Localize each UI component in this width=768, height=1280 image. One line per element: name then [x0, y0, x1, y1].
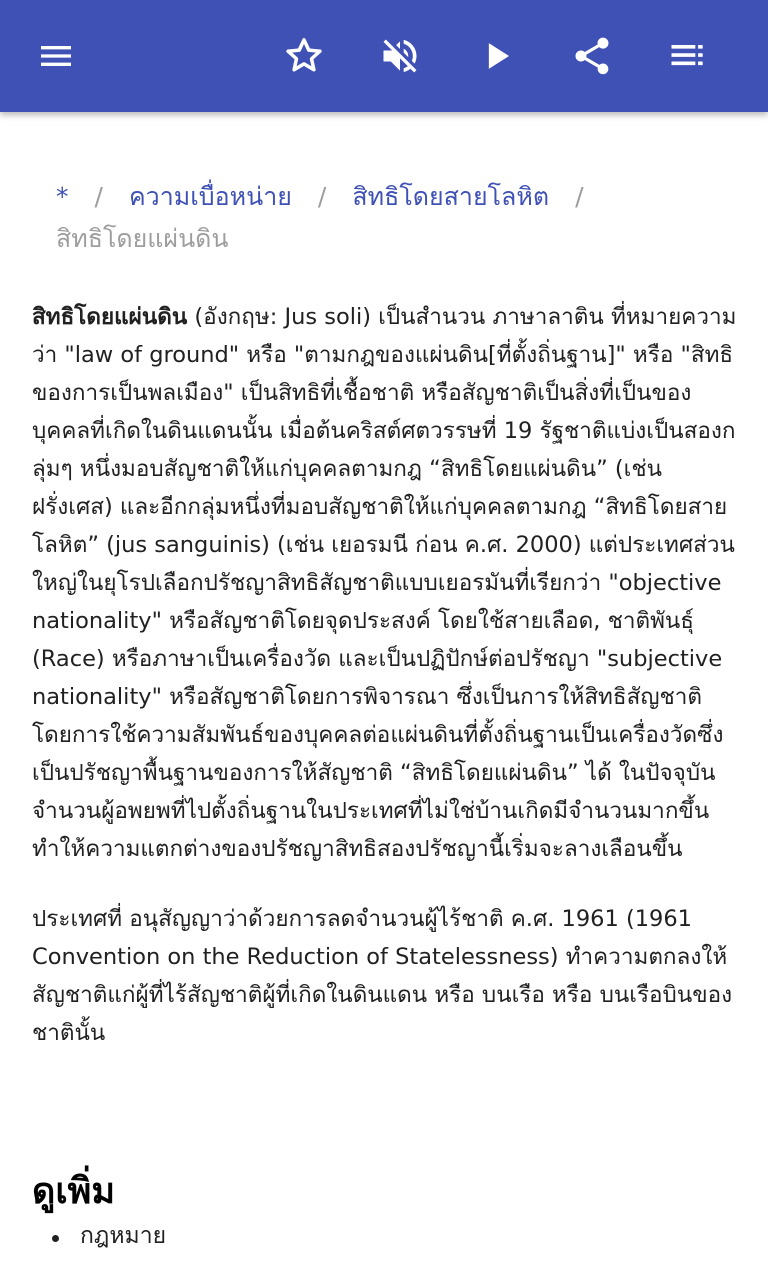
play-button[interactable]: [470, 28, 526, 84]
breadcrumb-separator: /: [94, 182, 103, 211]
playlist-icon: [666, 34, 710, 78]
see-also-list: [32, 1216, 166, 1256]
menu-button[interactable]: [28, 28, 84, 84]
article-term: สิทธิโดยแผ่นดิน: [32, 304, 188, 330]
breadcrumb: [56, 176, 736, 260]
star-outline-icon: [282, 34, 326, 78]
see-also-heading: ดูเพิ่ม: [32, 1171, 116, 1212]
breadcrumb-current: สิทธิโดยแผ่นดิน: [56, 224, 229, 253]
breadcrumb-link-home[interactable]: *: [56, 182, 69, 211]
article-paragraph: ประเทศที่ อนุสัญญาว่าด้วยการลดจำนวนผู้ไร้ชาติ ค.ศ. 1961 (1961 Convention on the Reduction of Statelessness) ทำความตกลงให้สัญชาติแก่ผู้ที่ไร้สัญชาติผู้ที่เกิดในดินแดน หรือ บนเรือ หรือ บนเรือบินของชาตินั้น: [32, 906, 733, 1046]
share-button[interactable]: [564, 28, 620, 84]
play-icon: [476, 34, 520, 78]
contents-button[interactable]: [660, 28, 716, 84]
breadcrumb-link-jus-sanguinis[interactable]: สิทธิโดยสายโลหิต: [352, 182, 550, 211]
volume-off-icon: [378, 34, 422, 78]
article-paragraph: [32, 298, 740, 868]
app-toolbar: [0, 0, 768, 112]
article-content: [0, 112, 768, 1280]
breadcrumb-link-boredom[interactable]: ความเบื่อหน่าย: [128, 182, 292, 211]
breadcrumb-separator: /: [317, 182, 327, 211]
breadcrumb-separator: /: [575, 182, 584, 211]
share-icon: [570, 34, 614, 78]
see-also-item[interactable]: กฎหมาย: [32, 1216, 166, 1256]
mute-button[interactable]: [372, 28, 428, 84]
article-paragraph-text: (อังกฤษ: Jus soli) เป็นสำนวน ภาษาลาติน ที่หมายความว่า "law of ground" หรือ "ตามกฎของแผ่นดิน[ที่ตั้งถิ่นฐาน]" หรือ "สิทธิของการเป็นพลเมือง" เป็นสิทธิที่เชื้อชาติ หรือสัญชาติเป็นสิ่งที่เป็นของบุคคลที่เกิดในดินแดนนั้น เมื่อต้นคริสต์ศตวรรษที่ 19 รัฐชาติแบ่งเป็นสองกลุ่มๆ หนึ่งมอบสัญชาติให้แก่บุคคลตามกฎ “สิทธิโดยแผ่นดิน” (เช่น ฝรั่งเศส) และอีกกลุ่มหนึ่งที่มอบสัญชาติให้แก่บุคคลตามกฎ “สิทธิโดยสายโลหิต” (jus sanguinis) (เช่น เยอรมนี ก่อน ค.ศ. 2000) แต่ประเทศส่วนใหญ่ในยุโรปเลือกปรัชญาสิทธิสัญชาติแบบเยอรมันที่เรียกว่า "objective nationality" หรือสัญชาติโดยจุดประสงค์ โดยใช้สายเลือด, ชาติพันธุ์ (Race) หรือภาษาเป็นเครื่องวัด และเป็นปฏิปักษ์ต่อปรัชญา "subjective nationality" หรือสัญชาติโดยการพิจารณา ซึ่งเป็นการให้สิทธิสัญชาติโดยการใช้ความสัมพันธ์ของบุคคลต่อแผ่นดินที่ตั้งถิ่นฐานเป็นเครื่องวัดซึ่งเป็นปรัชญาพื้นฐานของการให้สัญชาติ “สิทธิโดยแผ่นดิน” ได้ ในปัจจุบันจำนวนผู้อพยพที่ไปตั้งถิ่นฐานในประเทศที่ไม่ใช่บ้านเกิดมีจำนวนมากขึ้นทำให้ความแตกต่างของปรัชญาสิทธิสองปรัชญานี้เริ่มจะลางเลือนขึ้น: [32, 304, 737, 862]
article-body: [32, 298, 740, 1052]
bookmark-button[interactable]: [276, 28, 332, 84]
menu-icon: [36, 36, 76, 76]
